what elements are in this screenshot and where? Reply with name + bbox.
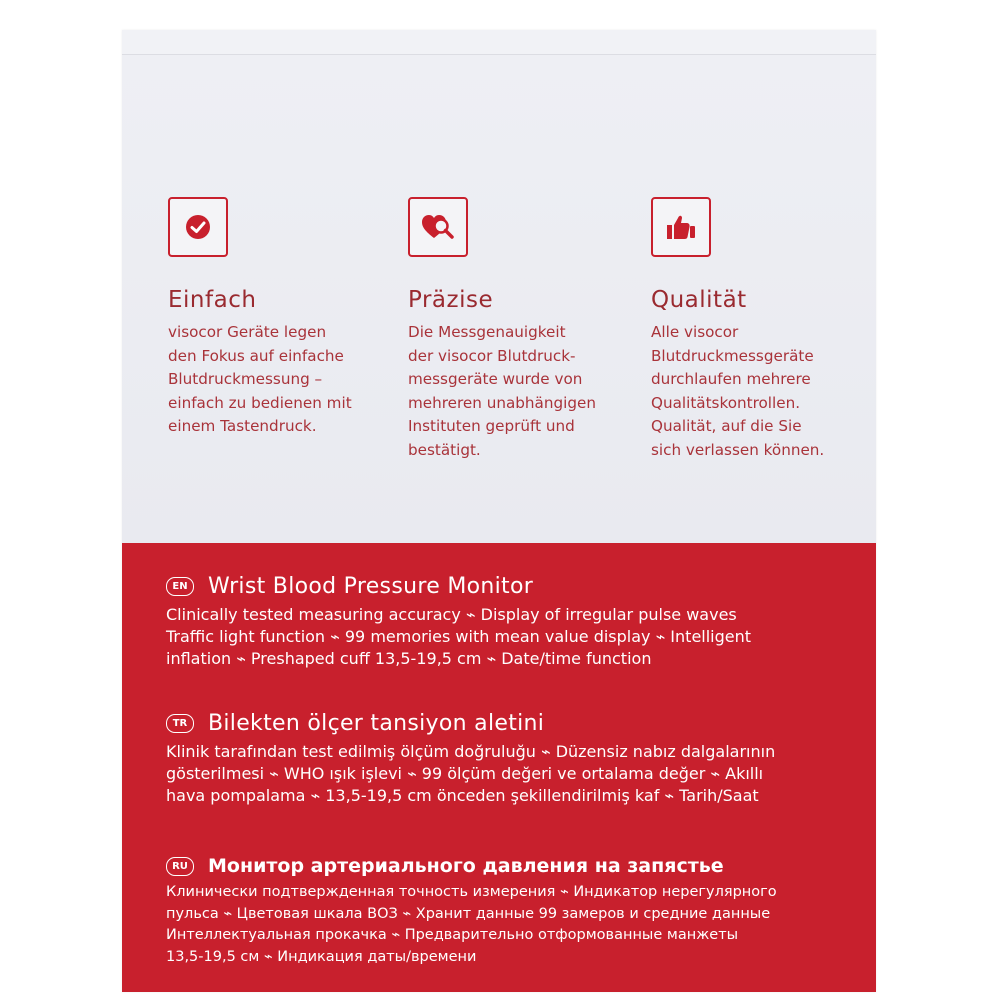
feature-qualitaet <box>651 197 871 462</box>
section-title: Монитор артериального давления на запястье <box>208 855 724 877</box>
box-lid <box>122 30 876 55</box>
feature-title: Qualität <box>651 287 747 313</box>
feature-title: Einfach <box>168 287 257 313</box>
thumbs-up-icon <box>651 197 711 257</box>
feature-description: Alle visocor Blutdruckmessgeräte durchlaufen mehrere Qualitätskontrollen. Qualität, auf die Sie sich verlassen können. <box>651 323 825 459</box>
section-body: Clinically tested measuring accuracy ⌁ Display of irregular pulse waves Traffic light function ⌁ 99 memories with mean value display ⌁ Intelligent inflation ⌁ Preshaped cuff 13,5-19,5 cm ⌁ Date/time function <box>166 605 752 668</box>
language-panel <box>122 543 876 992</box>
section-en <box>166 574 846 670</box>
language-badge: RU <box>166 857 194 876</box>
feature-title: Präzise <box>408 287 494 313</box>
product-box-back <box>122 30 876 992</box>
language-badge: EN <box>166 577 194 596</box>
section-ru <box>166 855 846 968</box>
heart-magnifier-icon <box>408 197 468 257</box>
feature-praezise <box>408 197 628 462</box>
feature-description: Die Messgenauigkeit der visocor Blutdruck- messgeräte wurde von mehreren unabhängigen Instituten geprüft und bestätigt. <box>408 323 596 459</box>
features-panel <box>122 55 876 543</box>
checkmark-icon <box>168 197 228 257</box>
section-body: Klinik tarafından test edilmiş ölçüm doğruluğu ⌁ Düzensiz nabız dalgalarının gösterilmesi ⌁ WHO ışık işlevi ⌁ 99 ölçüm değeri ve ortalama değer ⌁ Akıllı hava pompalama ⌁ 13,5-19,5 cm önceden şekillendirilmiş kaf ⌁ Tarih/Saat <box>166 742 776 805</box>
section-title: Bilekten ölçer tansiyon aletini <box>208 711 545 736</box>
feature-einfach <box>168 197 388 439</box>
section-body: Клинически подтвержденная точность измерения ⌁ Индикатор нерегулярного пульса ⌁ Цветовая шкала ВОЗ ⌁ Хранит данные 99 замеров и средние данные Интеллектуальная прокачка ⌁ Предварительно отформованные манжеты 13,5-19,5 см ⌁ Индикация даты/времени <box>166 884 777 965</box>
language-badge: TR <box>166 714 194 733</box>
section-tr <box>166 711 846 807</box>
feature-description: visocor Geräte legen den Fokus auf einfache Blutdruckmessung – einfach zu bedienen mit einem Tastendruck. <box>168 323 352 435</box>
section-title: Wrist Blood Pressure Monitor <box>208 574 534 599</box>
